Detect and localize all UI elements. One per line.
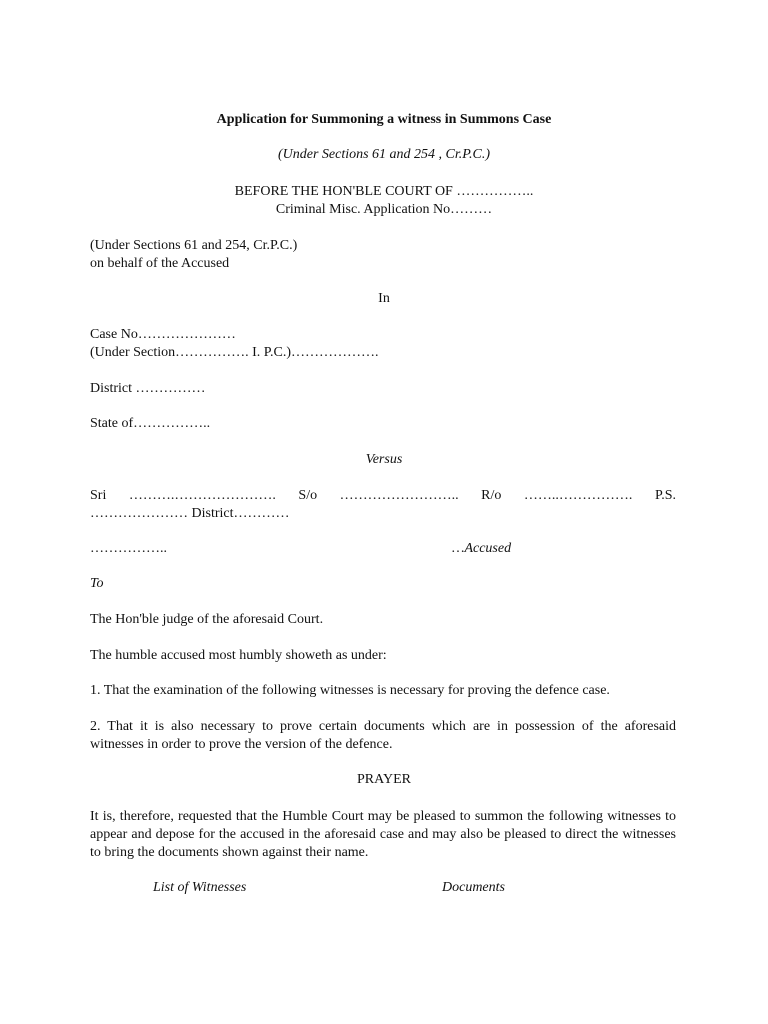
humble-line: The humble accused most humbly showeth as under: — [90, 648, 387, 663]
ro-label: R/o — [481, 488, 502, 503]
so-label: S/o — [298, 488, 318, 503]
addressee-line: The Hon'ble judge of the aforesaid Court. — [90, 612, 324, 627]
accused-blank: …………….. — [90, 541, 167, 556]
ps-label: P.S. — [654, 488, 676, 503]
name-blank: ……….…………………. — [128, 488, 276, 503]
in-label: In — [378, 291, 390, 306]
under-section-ipc-line: (Under Section……………. I. P.C.)………………. — [90, 345, 379, 360]
list-of-witnesses-heading: List of Witnesses — [153, 880, 247, 895]
ps-district-line: ………………… District………… — [90, 506, 290, 521]
father-blank: …………………….. — [339, 488, 459, 503]
paragraph-2: 2. That it is also necessary to prove certain documents which are in possession of the aforesaid witnesses in order to prove the version of the defence. — [90, 719, 676, 752]
document-title: Application for Summoning a witness in Summons Case — [216, 112, 552, 127]
document-subtitle: (Under Sections 61 and 254 , Cr.P.C.) — [277, 147, 491, 162]
accused-label: …Accused — [452, 541, 512, 556]
prayer-heading: PRAYER — [357, 772, 411, 787]
residence-blank: ……..……………. — [523, 488, 633, 503]
versus-label: Versus — [365, 452, 403, 467]
sri-label: Sri — [90, 488, 107, 503]
prayer-text: It is, therefore, requested that the Humble Court may be pleased to summon the following witnesses to appear and depose for the accused in the aforesaid case and may also be pleased to direct the witnesses to bring the documents shown against their name. — [90, 809, 676, 860]
documents-heading: Documents — [442, 880, 505, 895]
to-label: To — [90, 576, 104, 591]
misc-application-line: Criminal Misc. Application No……… — [275, 202, 493, 217]
district-line: District …………… — [90, 381, 206, 396]
sri-row — [90, 487, 676, 505]
paragraph-1: 1. That the examination of the following witnesses is necessary for proving the defence case. — [90, 683, 610, 698]
on-behalf-line: on behalf of the Accused — [90, 256, 230, 271]
state-line: State of…………….. — [90, 416, 211, 431]
under-sections-line: (Under Sections 61 and 254, Cr.P.C.) — [90, 238, 298, 253]
case-no-line: Case No………………… — [90, 327, 236, 342]
court-line: BEFORE THE HON'BLE COURT OF …………….. — [234, 184, 534, 199]
